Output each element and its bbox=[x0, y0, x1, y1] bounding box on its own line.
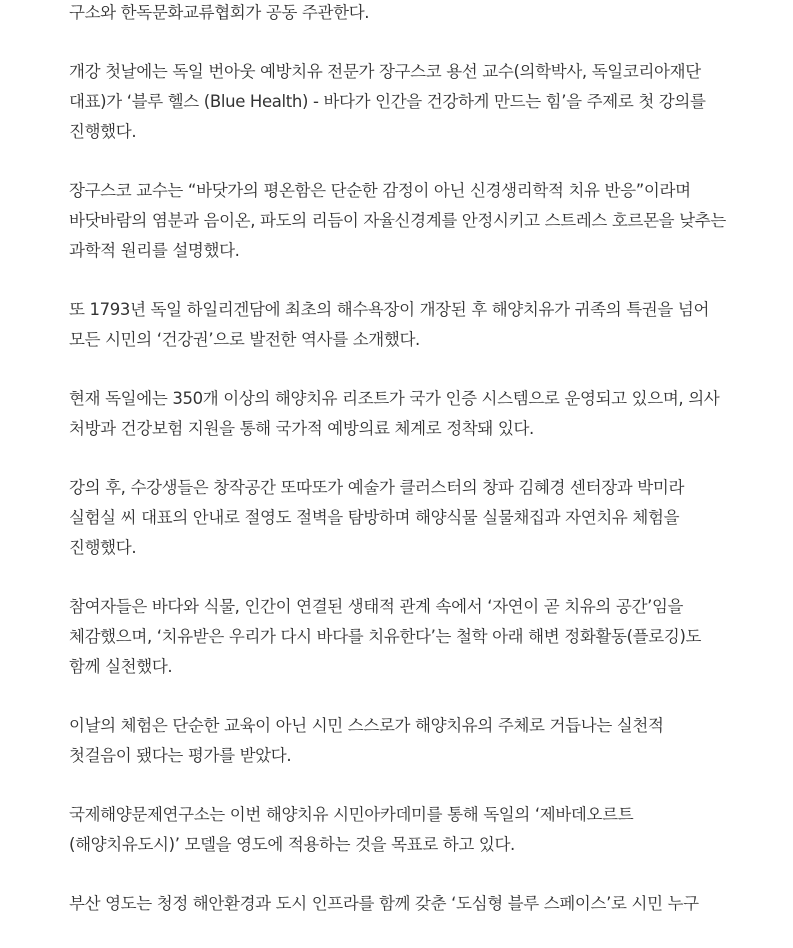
paragraph-5: 현재 독일에는 350개 이상의 해양치유 리조트가 국가 인증 시스템으로 운영되고 있으며, 의사 처방과 건강보험 지원을 통해 국가적 예방의료 체계로 정착돼 있다. bbox=[69, 389, 720, 438]
paragraph-2: 개강 첫날에는 독일 번아웃 예방치유 전문가 장구스코 용선 교수(의학박사, 독일코리아재단 대표)가 ‘블루 헬스 (Blue Health) - 바다가 인간을 건강하게 만드는 힘’을 주제로 첫 강의를 진행했다. bbox=[69, 62, 706, 141]
paragraph-9: 국제해양문제연구소는 이번 해양치유 시민아카데미를 통해 독일의 ‘제바데오르트(해양치유도시)’ 모델을 영도에 적용하는 것을 목표로 하고 있다. bbox=[69, 805, 634, 854]
paragraph-4: 또 1793년 독일 하일리겐담에 최초의 해수욕장이 개장된 후 해양치유가 귀족의 특권을 넘어 모든 시민의 ‘건강권’으로 발전한 역사를 소개했다. bbox=[69, 300, 710, 349]
paragraph-8: 이날의 체험은 단순한 교육이 아닌 시민 스스로가 해양치유의 주체로 거듭나는 실천적 첫걸음이 됐다는 평가를 받았다. bbox=[69, 716, 664, 765]
paragraph-6: 강의 후, 수강생들은 창작공간 또따또가 예술가 클러스터의 창파 김혜경 센터장과 박미라 실험실 씨 대표의 안내로 절영도 절벽을 탐방하며 해양식물 실물채집과 자연치유 체험을 진행했다. bbox=[69, 478, 685, 557]
paragraph-10: 부산 영도는 청정 해안환경과 도시 인프라를 함께 갖춘 ‘도심형 블루 스페이스’로 시민 누구 bbox=[69, 894, 699, 913]
article-body bbox=[69, 0, 729, 948]
paragraph-3: 장구스코 교수는 “바닷가의 평온함은 단순한 감정이 아닌 신경생리학적 치유 반응”이라며 바닷바람의 염분과 음이온, 파도의 리듬이 자율신경계를 안정시키고 스트레스 호르몬을 낮추는 과학적 원리를 설명했다. bbox=[69, 181, 726, 260]
paragraph-7: 참여자들은 바다와 식물, 인간이 연결된 생태적 관계 속에서 ‘자연이 곧 치유의 공간’임을 체감했으며, ‘치유받은 우리가 다시 바다를 치유한다’는 철학 아래 해변 정화활동(플로깅)도 함께 실천했다. bbox=[69, 597, 702, 676]
paragraph-1: 구소와 한독문화교류협회가 공동 주관한다. bbox=[69, 3, 370, 22]
